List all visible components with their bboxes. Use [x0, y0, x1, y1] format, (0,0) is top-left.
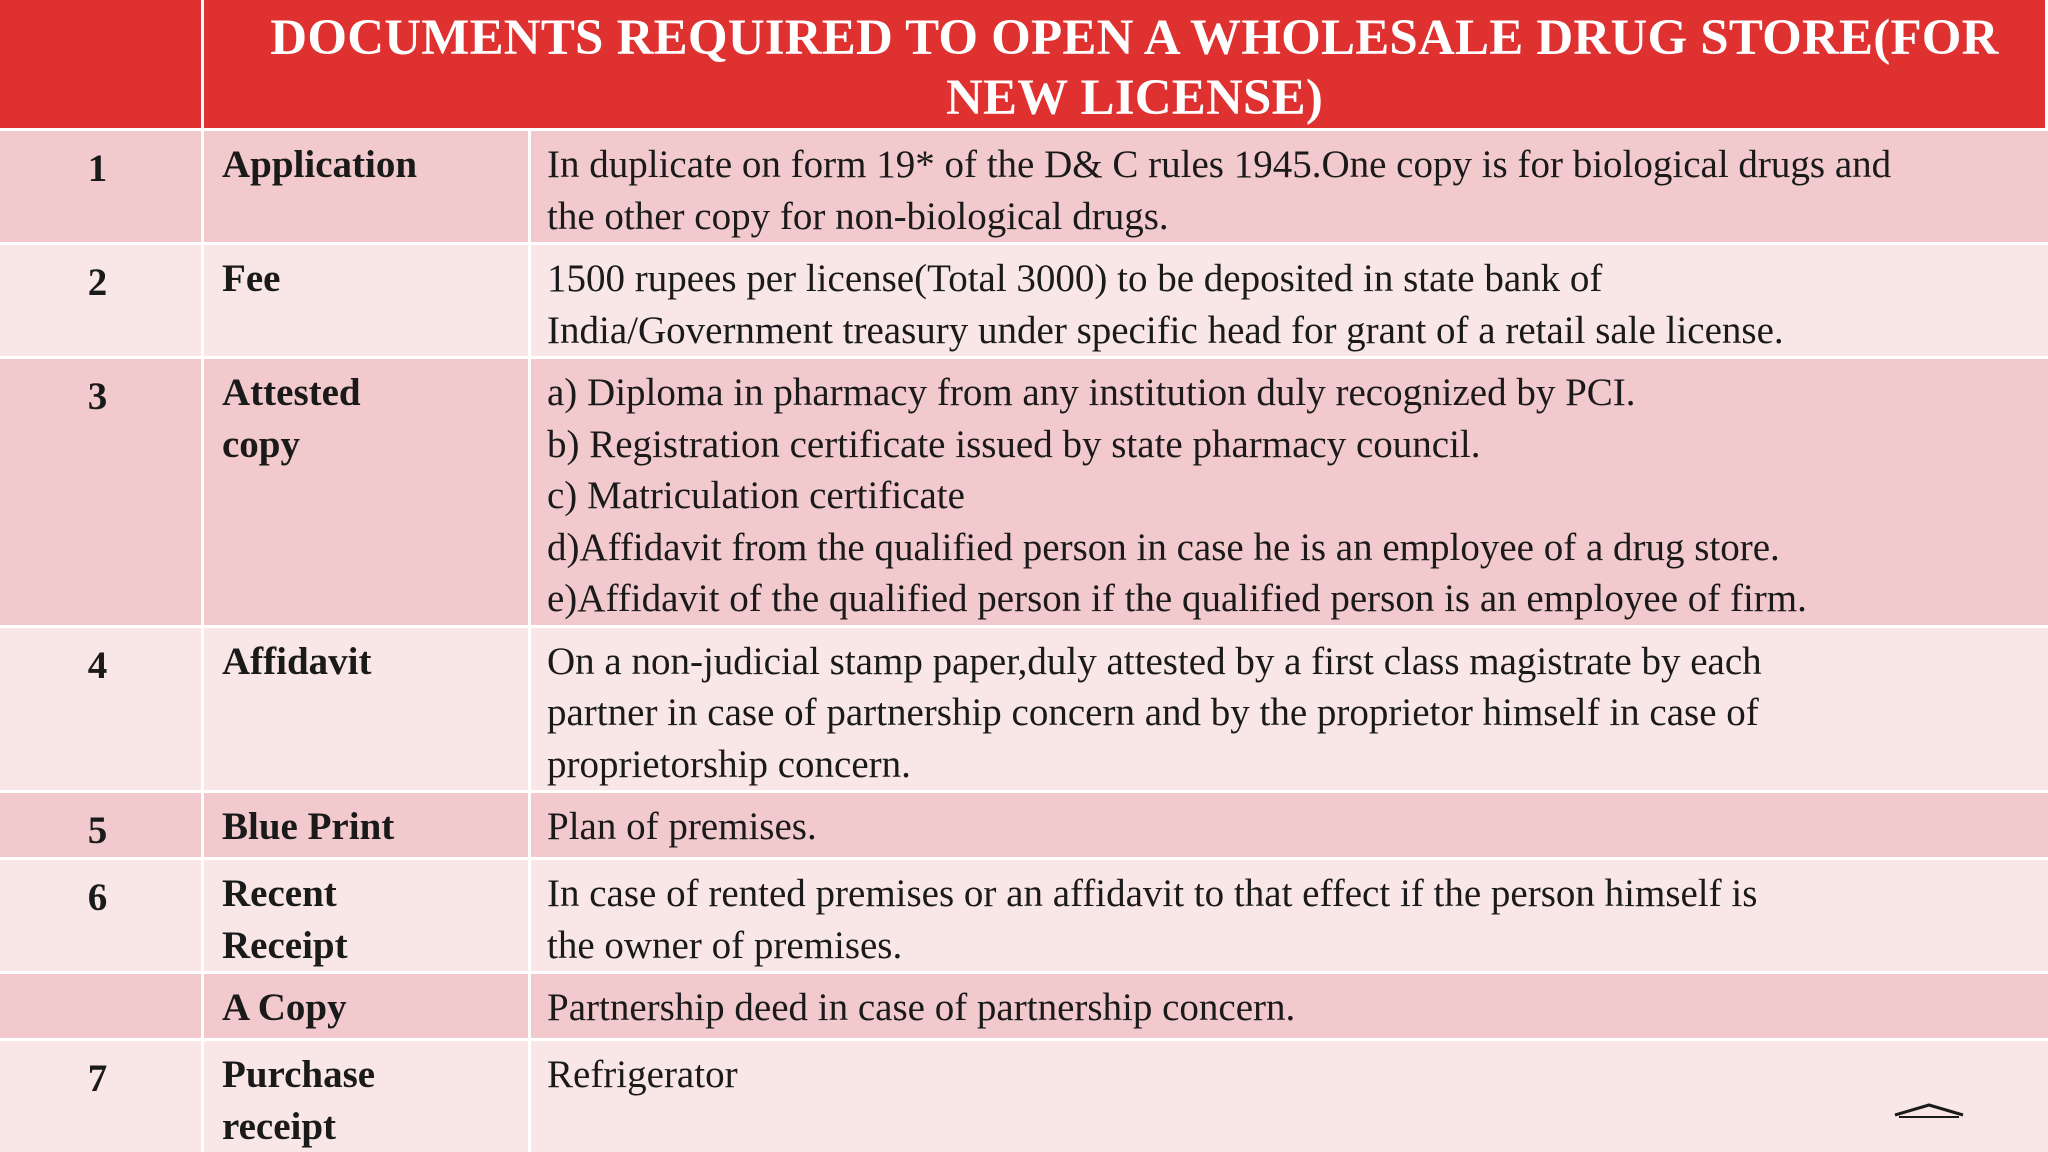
table-row	[0, 131, 2048, 245]
row-number: 6	[0, 860, 204, 974]
description-line: In duplicate on form 19* of the D& C rules 1945.One copy is for biological drugs and	[547, 143, 1892, 186]
description-line: a) Diploma in pharmacy from any institution duly recognized by PCI.	[547, 371, 1636, 414]
description-line: c) Matriculation certificate	[547, 474, 965, 517]
row-number: 3	[0, 359, 204, 628]
table-row	[0, 245, 2048, 359]
description-line: e)Affidavit of the qualified person if the qualified person is an employee of firm.	[547, 577, 1807, 620]
row-document-name: Recent Receipt	[204, 860, 531, 974]
description-line: d)Affidavit from the qualified person in case he is an employee of a drug store.	[547, 525, 1780, 569]
table-row	[0, 793, 2048, 860]
row-number: 2	[0, 245, 204, 359]
table-row	[0, 628, 2048, 794]
row-document-name: Affidavit	[204, 628, 531, 794]
table-row	[0, 860, 2048, 974]
row-document-name: Attested copy	[204, 359, 531, 628]
row-description	[531, 860, 2048, 974]
table-row	[0, 974, 2048, 1041]
description-line: b) Registration certificate issued by state pharmacy council.	[547, 422, 1481, 466]
table-row	[0, 359, 2048, 628]
description-line: the owner of premises.	[547, 923, 903, 967]
page-title: DOCUMENTS REQUIRED TO OPEN A WHOLESALE DRUG STORE(FOR NEW LICENSE)	[270, 10, 1999, 126]
description-line: Partnership deed in case of partnership concern.	[547, 986, 1296, 1029]
description-line: In case of rented premises or an affidavit to that effect if the person himself is	[547, 872, 1758, 915]
description-line: 1500 rupees per license(Total 3000) to be deposited in state bank of	[547, 257, 1603, 300]
row-document-name: Blue Print	[204, 793, 531, 860]
description-line: Plan of premises.	[547, 805, 817, 848]
row-document-name: Fee	[204, 245, 531, 359]
row-number: 1	[0, 131, 204, 245]
row-description	[531, 974, 2048, 1041]
row-description	[531, 628, 2048, 794]
table-header-row	[0, 0, 2048, 131]
row-number: 4	[0, 628, 204, 794]
row-document-name: Application	[204, 131, 531, 245]
row-number: 5	[0, 793, 204, 860]
header-number-cell	[0, 0, 204, 131]
row-description	[531, 359, 2048, 628]
header-title-cell	[204, 0, 2048, 131]
row-number	[0, 974, 204, 1041]
description-line: proprietorship concern.	[547, 742, 911, 786]
table-body	[0, 131, 2048, 1152]
description-line: Refrigerator	[547, 1053, 738, 1096]
row-number: 7	[0, 1041, 204, 1152]
description-line: the other copy for non-biological drugs.	[547, 194, 1169, 238]
row-description	[531, 245, 2048, 359]
row-description	[531, 1041, 2048, 1152]
description-line: partner in case of partnership concern and by the proprietor himself in case of	[547, 691, 1759, 734]
description-line: On a non-judicial stamp paper,duly attested by a first class magistrate by each	[547, 639, 1762, 683]
row-document-name: Purchase receipt	[204, 1041, 531, 1152]
corner-logo-icon	[1893, 1103, 1965, 1119]
description-line: India/Government treasury under specific head for grant of a retail sale license.	[547, 308, 1784, 352]
row-document-name: A Copy	[204, 974, 531, 1041]
row-description	[531, 131, 2048, 245]
table-row	[0, 1041, 2048, 1152]
row-description	[531, 793, 2048, 860]
